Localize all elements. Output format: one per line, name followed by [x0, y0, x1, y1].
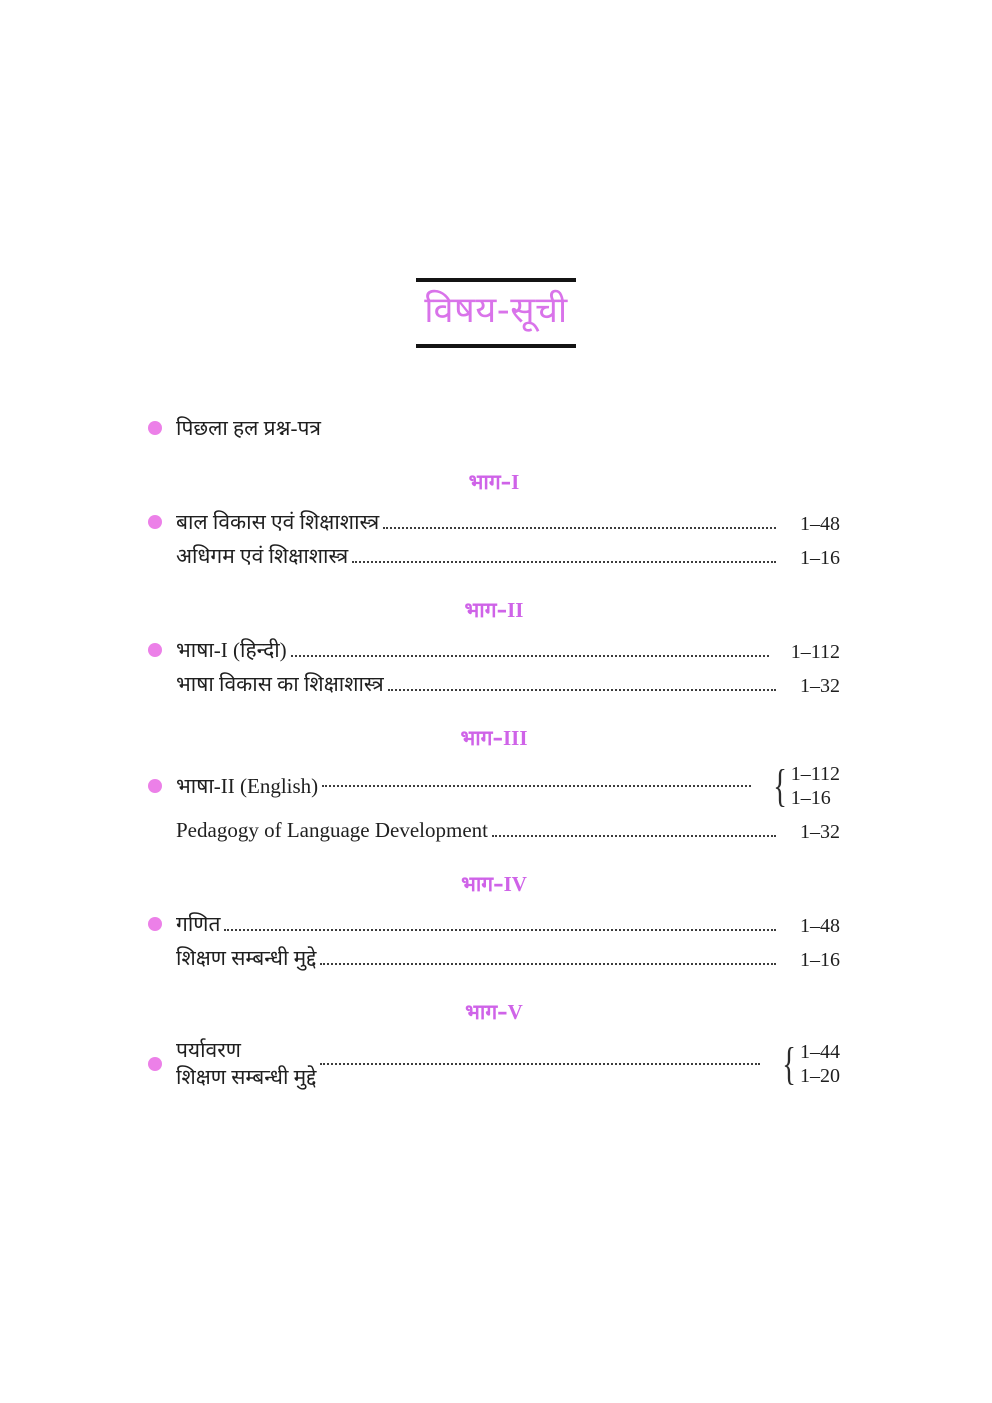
page-range: 1–112: [790, 641, 840, 663]
toc-row: [148, 762, 840, 810]
heading-numeral: IV: [503, 872, 527, 896]
toc-entry-label: भाषा-II (English): [176, 774, 319, 798]
title-box: [416, 278, 576, 348]
toc-content: [148, 414, 840, 1092]
toc-entry-label: Pedagogy of Language Development: [176, 818, 488, 842]
toc-entry-label: पर्यावरण: [176, 1038, 241, 1062]
heading-prefix: भाग–: [465, 1000, 508, 1024]
toc-row: [148, 908, 840, 938]
toc-row: [148, 540, 840, 570]
page-range: 1–16: [800, 547, 840, 569]
toc-row: [148, 942, 840, 972]
heading-numeral: II: [507, 598, 524, 622]
heading-numeral: III: [503, 726, 528, 750]
heading-numeral: I: [511, 470, 520, 494]
toc-row: [148, 668, 840, 698]
bullet-icon: [148, 515, 162, 529]
page-range: 1–32: [800, 675, 840, 697]
dot-leader: [383, 527, 776, 529]
page-range: 1–16: [800, 949, 840, 971]
page-range: 1–44: [800, 1041, 840, 1063]
brace-icon: {: [782, 1038, 796, 1089]
toc-row: [148, 814, 840, 844]
page-range-group: [757, 762, 840, 810]
section-heading: [148, 870, 840, 898]
page-range: 1–112: [790, 763, 840, 785]
page-range: 1–48: [800, 513, 840, 535]
toc-entry-label: भाषा विकास का शिक्षाशास्त्र: [176, 672, 384, 696]
toc-entry-label: शिक्षण सम्बन्धी मुद्दे: [176, 946, 317, 970]
toc-row: [148, 634, 840, 664]
intro-row: [148, 414, 840, 442]
dot-leader: [224, 929, 776, 931]
section-part-3: [148, 724, 840, 844]
section-part-5: [148, 998, 840, 1092]
section-part-2: [148, 596, 840, 698]
toc-row: [148, 1036, 840, 1092]
toc-entry-label: बाल विकास एवं शिक्षाशास्त्र: [176, 510, 380, 534]
toc-entry-label: भाषा-I (हिन्दी): [176, 638, 287, 662]
page-range: 1–32: [800, 821, 840, 843]
heading-prefix: भाग–: [468, 470, 512, 494]
section-heading: [148, 468, 840, 496]
bullet-icon: [148, 643, 162, 657]
page-range: 1–48: [800, 915, 840, 937]
intro-label: पिछला हल प्रश्न-पत्र: [176, 416, 321, 440]
dot-leader: [322, 785, 750, 787]
heading-prefix: भाग–: [464, 598, 508, 622]
bullet-icon: [148, 1057, 162, 1071]
bullet-icon: [148, 917, 162, 931]
dot-leader: [352, 561, 776, 563]
section-heading: [148, 596, 840, 624]
brace-icon: {: [772, 760, 787, 811]
page-range-stack: [791, 762, 840, 810]
dot-leader: [388, 689, 776, 691]
dot-leader: [320, 1063, 760, 1065]
page-title: विषय-सूची: [424, 290, 568, 331]
dot-leader: [320, 963, 776, 965]
toc-entry-label: अधिगम एवं शिक्षाशास्त्र: [176, 544, 349, 568]
toc-entry-label: गणित: [176, 912, 221, 936]
bullet-icon: [148, 421, 162, 435]
section-part-4: [148, 870, 840, 972]
bullet-icon: [148, 779, 162, 793]
toc-entry-label: शिक्षण सम्बन्धी मुद्दे: [176, 1065, 317, 1089]
toc-row: [148, 506, 840, 536]
section-heading: [148, 998, 840, 1026]
dot-leader: [492, 835, 776, 837]
heading-numeral: V: [507, 1000, 523, 1024]
page-range-stack: [800, 1040, 840, 1088]
toc-entry-label-stack: [176, 1037, 316, 1091]
title-row: [0, 0, 992, 348]
section-part-1: [148, 468, 840, 570]
heading-prefix: भाग–: [460, 726, 503, 750]
page-range-group: [766, 1040, 840, 1088]
dot-leader: [291, 655, 769, 657]
section-heading: [148, 724, 840, 752]
heading-prefix: भाग–: [461, 872, 504, 896]
page-range: 1–16: [790, 787, 831, 809]
page-range: 1–20: [800, 1065, 840, 1087]
